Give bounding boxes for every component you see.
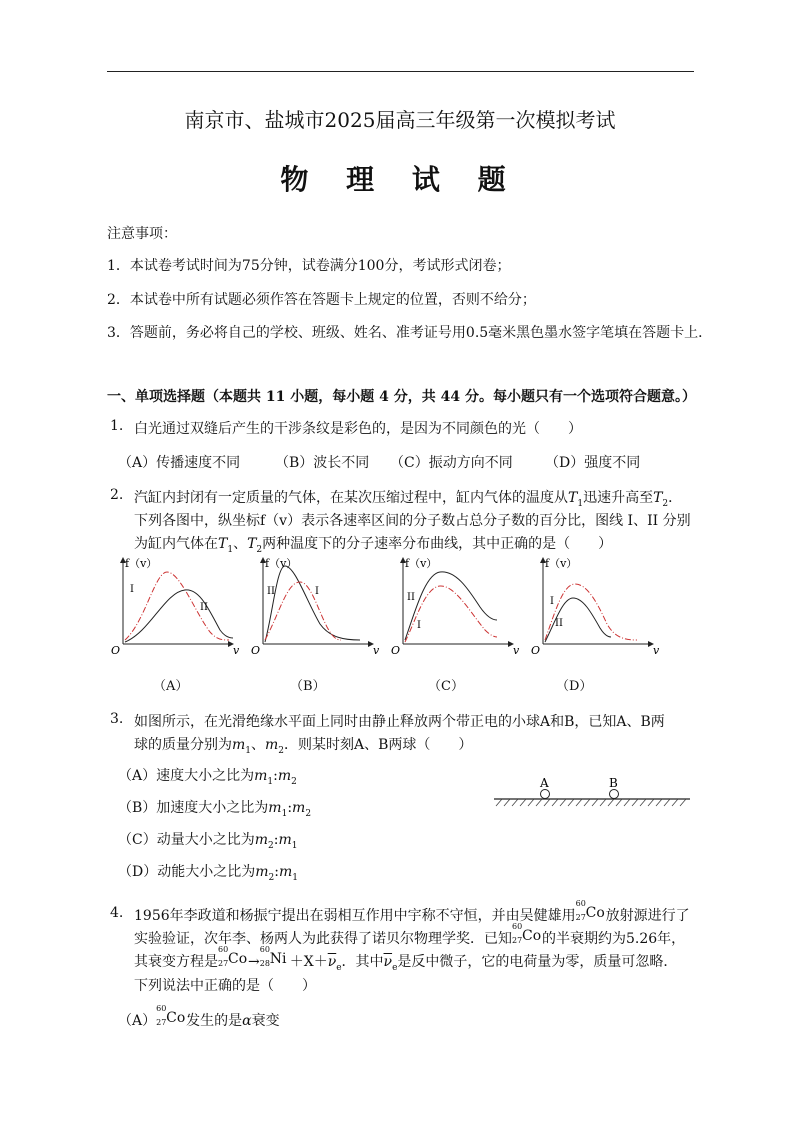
axis-y-label: f（v） — [265, 557, 298, 570]
axis-y-label: f（v） — [405, 557, 438, 570]
cobalt-nuclide: 60 27 Co — [218, 945, 248, 968]
origin-label: O — [391, 644, 401, 657]
axis-y-label: f（v） — [545, 557, 578, 570]
ball-a-label: A — [540, 776, 549, 790]
curve-label: II — [267, 586, 275, 597]
subject-title: 物 理 试 题 — [280, 163, 520, 196]
question-stem: 白光通过双缝后产生的干涉条纹是彩色的，是因为不同颜色的光（ ） — [134, 421, 582, 437]
curve-label: II — [407, 592, 415, 603]
option-d: （D）动能大小之比为$m_2:m_1$ — [118, 864, 298, 883]
ball-b-label: B — [609, 776, 618, 790]
curve-label: I — [417, 620, 421, 631]
graph-a — [111, 557, 240, 657]
question-number: 1. — [110, 418, 124, 434]
notice-heading: 注意事项： — [107, 226, 177, 242]
axis-x-label: v — [373, 644, 380, 657]
ball-a — [541, 790, 550, 799]
curve-label: I — [550, 596, 554, 607]
option-c: （C）振动方向不同 — [390, 455, 513, 471]
axis-x-label: v — [653, 644, 660, 657]
question-stem-line: 下列说法中正确的是（ ） — [134, 978, 316, 994]
graph-label-b: （B） — [290, 679, 326, 694]
question-number: 3. — [110, 711, 124, 727]
curve-label: I — [130, 584, 134, 595]
cobalt-nuclide: 60 27 Co — [575, 899, 605, 922]
question-stem-line: 下列各图中，纵坐标f（v）表示各速率区间的分子数占总分子数的百分比，图线 I、II 分别 — [134, 513, 691, 529]
option-a: （A） 60 27 Co 发生的是α衰变 — [118, 1004, 280, 1029]
ball-b — [610, 790, 619, 799]
header-rule — [107, 71, 694, 72]
section-title: 一、单项选择题（本题共 11 小题，每小题 4 分，共 44 分。每小题只有一个选项符合题意。） — [107, 389, 696, 405]
question-stem-line: 1956年李政道和杨振宁提出在弱相互作用中宇称不守恒，并由吴健雄用 60 27 Co 放射源进行了 — [134, 899, 690, 924]
exam-title: 南京市、盐城市2025届高三年级第一次模拟考试 — [184, 108, 616, 132]
question-stem-line: 实验验证，次年李、杨两人为此获得了诺贝尔物理学奖．已知 60 27 Co 的半衰期约为5.26年， — [134, 922, 686, 947]
question-stem-line: 汽缸内封闭有一定质量的气体，在某次压缩过程中，缸内气体的温度从$T_1$迅速升高至$T_2$． — [134, 490, 683, 509]
curve-i — [125, 572, 229, 640]
curve-i — [405, 586, 497, 642]
decay-equation-line: 其衰变方程是 60 27 Co → 60 28 Ni $+X+\overline{\nu}_e$．其中$\overline{\nu}_e$是反中微子，它的电荷量为零，质量可忽略． — [134, 945, 678, 973]
axis-x-label: v — [233, 644, 240, 657]
graph-label-d: （D） — [556, 679, 593, 694]
question-stem-line: 为缸内气体在$T_1$、$T_2$两种温度下的分子速率分布曲线，其中正确的是（ ） — [134, 536, 613, 555]
distribution-graphs — [105, 552, 705, 664]
axis-y-label: f（v） — [125, 557, 158, 570]
origin-label: O — [531, 644, 541, 657]
graph-c — [391, 557, 520, 657]
curve-ii — [125, 590, 233, 642]
option-d: （D）强度不同 — [545, 455, 641, 471]
curve-label: I — [315, 586, 319, 597]
graph-b — [251, 557, 380, 657]
question-stem-line: 如图所示，在光滑绝缘水平面上同时由静止释放两个带正电的小球A和B，已知A、B两 — [134, 714, 665, 730]
option-a: （A）速度大小之比为$m_1:m_2$ — [118, 768, 297, 787]
graph-label-a: （A） — [153, 679, 189, 694]
option-c: （C）动量大小之比为$m_2:m_1$ — [118, 832, 298, 851]
curve-label: II — [555, 618, 563, 629]
option-a: （A）传播速度不同 — [118, 455, 241, 471]
cobalt-nuclide: 60 27 Co — [512, 922, 542, 945]
option-b: （B）加速度大小之比为$m_1:m_2$ — [118, 800, 312, 819]
curve-label: II — [200, 602, 208, 613]
question-number: 2. — [110, 487, 124, 503]
option-b: （B）波长不同 — [275, 455, 370, 471]
question-stem-line: 球的质量分别为$m_1$、$m_2$．则某时刻A、B两球（ ） — [134, 737, 473, 756]
curve-ii — [265, 566, 360, 642]
origin-label: O — [111, 644, 121, 657]
cobalt-nuclide: 60 27 Co — [156, 1004, 186, 1027]
graph-d — [531, 557, 660, 657]
notice-item: 2．本试卷中所有试题必须作答在答题卡上规定的位置，否则不给分； — [107, 292, 536, 308]
notice-item: 3．答题前，务必将自己的学校、班级、姓名、准考证号用0.5毫米黑色墨水签字笔填在答题卡上． — [107, 325, 713, 341]
notice-item: 1．本试卷考试时间为75分钟，试卷满分100分，考试形式闭卷； — [107, 258, 511, 274]
graph-label-c: （C） — [428, 679, 464, 694]
ground-hatch — [496, 799, 686, 806]
balls-diagram — [492, 774, 694, 808]
axis-x-label: v — [513, 644, 520, 657]
nickel-nuclide: 60 28 Ni — [259, 945, 287, 968]
question-number: 4. — [110, 905, 124, 921]
origin-label: O — [251, 644, 261, 657]
